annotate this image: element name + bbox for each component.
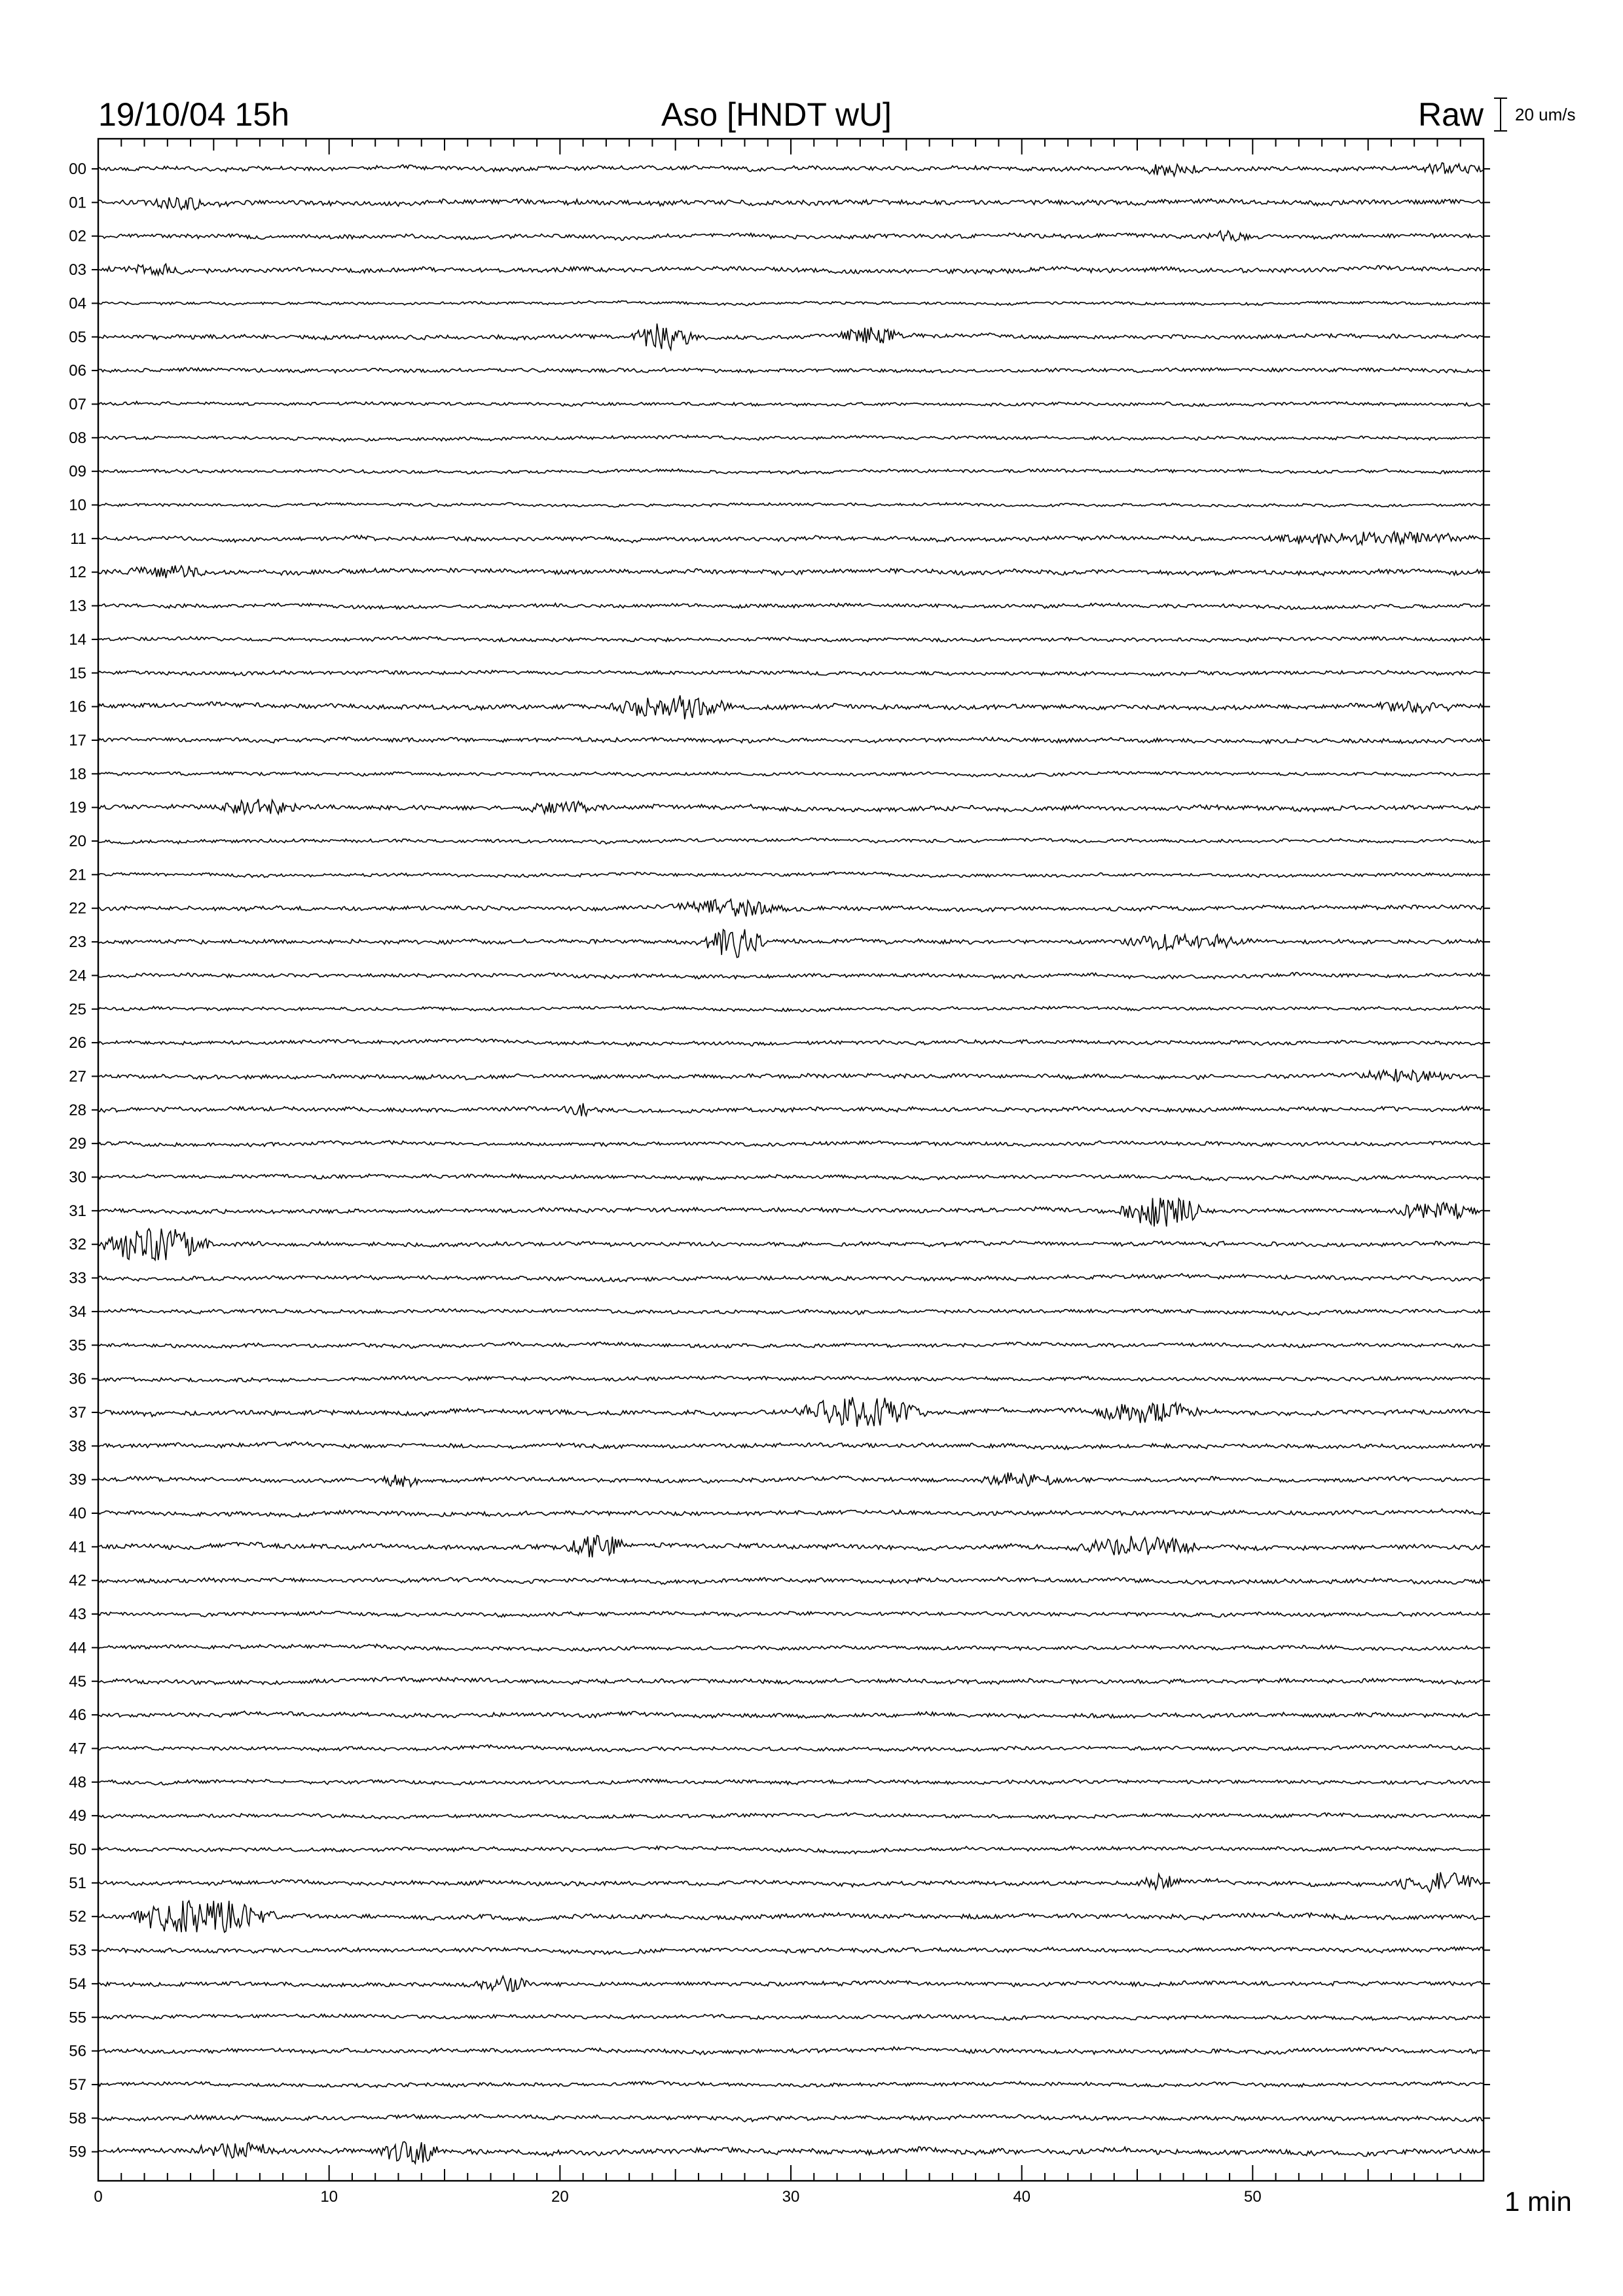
trace-row — [69, 2043, 1490, 2060]
seismic-trace — [98, 264, 1484, 275]
seismic-trace — [98, 163, 1484, 176]
row-label: 54 — [69, 1975, 86, 1993]
seismic-trace — [98, 323, 1484, 350]
trace-row — [69, 1706, 1490, 1724]
seismic-trace — [98, 696, 1484, 720]
seismic-trace — [98, 1535, 1484, 1558]
row-label: 32 — [69, 1236, 86, 1254]
seismic-trace — [98, 1779, 1484, 1785]
seismic-trace — [98, 1309, 1484, 1316]
seismic-trace — [98, 1473, 1484, 1487]
x-tick-label: 50 — [1243, 2188, 1262, 2206]
row-label: 13 — [69, 597, 86, 615]
row-label: 27 — [69, 1067, 86, 1086]
row-label: 36 — [69, 1370, 86, 1388]
trace-row — [69, 261, 1490, 279]
seismic-trace — [98, 1947, 1484, 1954]
trace-row — [69, 1535, 1490, 1558]
seismic-trace — [98, 1611, 1484, 1617]
row-label: 19 — [69, 798, 86, 817]
seismic-trace — [98, 899, 1484, 916]
row-label: 37 — [69, 1403, 86, 1422]
seismic-trace — [98, 1976, 1484, 1991]
row-label: 04 — [69, 295, 86, 313]
trace-row — [69, 696, 1490, 720]
trace-row — [69, 1135, 1490, 1153]
trace-row — [69, 866, 1490, 884]
seismic-trace — [98, 1069, 1484, 1082]
station-title: Aso [HNDT wU] — [661, 96, 892, 133]
seismic-trace — [98, 1711, 1484, 1718]
datetime-label: 19/10/04 15h — [98, 96, 289, 133]
trace-row — [69, 899, 1490, 918]
row-label: 43 — [69, 1605, 86, 1624]
trace-row — [69, 1673, 1490, 1691]
row-label: 05 — [69, 328, 86, 346]
row-label: 44 — [69, 1639, 86, 1657]
row-label: 39 — [69, 1471, 86, 1489]
seismic-trace — [98, 565, 1484, 578]
seismic-trace — [98, 1442, 1484, 1450]
seismic-trace — [98, 2014, 1484, 2020]
row-label: 09 — [69, 463, 86, 481]
seismic-trace — [98, 1577, 1484, 1585]
seismic-trace — [98, 838, 1484, 844]
seismic-trace — [98, 1901, 1484, 1932]
minute-ticks — [98, 139, 1484, 2181]
seismic-trace — [98, 1397, 1484, 1427]
trace-row — [69, 429, 1490, 447]
trace-row — [69, 1942, 1490, 1960]
plot-frame — [98, 139, 1484, 2181]
trace-row — [69, 833, 1490, 850]
row-label: 31 — [69, 1202, 86, 1220]
x-tick-label: 40 — [1013, 2188, 1031, 2206]
trace-row — [69, 732, 1490, 749]
trace-row — [70, 530, 1490, 548]
row-label: 03 — [69, 261, 86, 279]
row-label: 56 — [69, 2042, 86, 2060]
trace-row — [69, 929, 1490, 958]
trace-row — [69, 598, 1490, 615]
row-label: 34 — [69, 1302, 86, 1321]
trace-rows — [69, 160, 1490, 2164]
trace-row — [69, 799, 1490, 817]
trace-row — [69, 323, 1490, 350]
seismic-trace — [98, 1039, 1484, 1046]
row-label: 23 — [69, 933, 86, 952]
trace-row — [69, 1774, 1490, 1791]
seismic-trace — [98, 1677, 1484, 1684]
row-label: 21 — [69, 866, 86, 884]
trace-row — [69, 228, 1490, 245]
row-label: 51 — [69, 1874, 86, 1892]
seismic-trace — [98, 1509, 1484, 1516]
trace-row — [69, 1605, 1490, 1623]
seismic-trace — [98, 603, 1484, 609]
trace-row — [69, 1639, 1490, 1657]
seismic-trace — [98, 1274, 1484, 1282]
row-label: 01 — [69, 194, 86, 212]
trace-row — [69, 2142, 1490, 2163]
mode-label: Raw — [1417, 96, 1484, 133]
trace-row — [69, 1102, 1490, 1119]
row-label: 41 — [69, 1538, 86, 1556]
row-label: 11 — [70, 529, 86, 548]
trace-row — [69, 1336, 1490, 1354]
trace-row — [69, 1807, 1490, 1825]
seismic-trace — [98, 1873, 1484, 1892]
seismic-trace — [98, 198, 1484, 210]
row-label: 02 — [69, 227, 86, 245]
row-label: 10 — [69, 496, 86, 514]
seismic-trace — [98, 532, 1484, 545]
seismic-trace — [98, 1103, 1484, 1117]
row-label: 24 — [69, 967, 86, 985]
row-label: 00 — [69, 160, 86, 178]
trace-row — [69, 1572, 1490, 1590]
row-label: 30 — [69, 1168, 86, 1187]
seismic-trace — [98, 872, 1484, 878]
seismic-trace — [98, 772, 1484, 777]
seismic-trace — [98, 1813, 1484, 1819]
trace-row — [69, 1397, 1490, 1427]
x-tick-label: 0 — [94, 2188, 103, 2206]
row-label: 38 — [69, 1437, 86, 1456]
trace-row — [69, 1740, 1490, 1757]
seismic-trace — [98, 1376, 1484, 1382]
row-label: 15 — [69, 664, 86, 683]
trace-row — [69, 1371, 1490, 1388]
row-label: 26 — [69, 1034, 86, 1052]
seismic-trace — [98, 1846, 1484, 1854]
seismic-trace — [98, 670, 1484, 675]
seismic-trace — [98, 2081, 1484, 2088]
trace-row — [69, 1270, 1490, 1287]
seismic-trace — [98, 1006, 1484, 1012]
trace-row — [69, 765, 1490, 783]
trace-row — [69, 1901, 1490, 1932]
row-label: 40 — [69, 1505, 86, 1522]
row-label: 59 — [69, 2143, 86, 2161]
seismic-trace — [98, 929, 1484, 958]
seismic-trace — [98, 1198, 1484, 1227]
row-label: 49 — [69, 1807, 86, 1825]
x-axis-unit-label: 1 min — [1504, 2186, 1572, 2217]
trace-row — [69, 295, 1490, 312]
trace-row — [69, 1229, 1490, 1260]
trace-row — [69, 1169, 1490, 1187]
row-label: 17 — [69, 731, 86, 749]
row-label: 16 — [69, 698, 86, 716]
seismic-trace — [98, 1644, 1484, 1651]
seismic-trace — [98, 469, 1484, 474]
trace-row — [69, 2076, 1490, 2094]
row-label: 28 — [69, 1101, 86, 1119]
trace-row — [69, 1198, 1490, 1227]
seismic-trace — [98, 231, 1484, 242]
row-label: 08 — [69, 429, 86, 447]
trace-row — [69, 564, 1490, 581]
trace-row — [69, 631, 1490, 649]
row-label: 53 — [69, 1941, 86, 1960]
trace-row — [69, 664, 1490, 682]
x-tick-label: 30 — [782, 2188, 800, 2206]
seismic-trace — [98, 737, 1484, 744]
row-label: 25 — [69, 1000, 86, 1018]
trace-row — [69, 1873, 1490, 1892]
row-label: 48 — [69, 1773, 86, 1791]
trace-row — [69, 2109, 1490, 2127]
row-label: 12 — [69, 564, 86, 582]
trace-row — [69, 967, 1490, 984]
row-label: 07 — [69, 395, 86, 414]
trace-row — [69, 1001, 1490, 1018]
seismic-trace — [98, 2115, 1484, 2122]
seismic-trace — [98, 435, 1484, 441]
trace-row — [69, 1437, 1490, 1455]
seismic-trace — [98, 301, 1484, 306]
seismic-trace — [98, 503, 1484, 507]
seismic-trace — [98, 1342, 1484, 1348]
row-label: 22 — [69, 899, 86, 918]
scale-bar — [1494, 98, 1576, 131]
row-label: 45 — [69, 1672, 86, 1691]
row-label: 55 — [69, 2009, 86, 2027]
seismic-trace — [98, 637, 1484, 642]
seismic-trace — [98, 401, 1484, 406]
trace-row — [69, 1471, 1490, 1489]
row-label: 06 — [69, 362, 86, 380]
trace-row — [69, 1067, 1490, 1085]
seismic-trace — [98, 2047, 1484, 2054]
seismic-trace — [98, 368, 1484, 373]
trace-row — [69, 1975, 1490, 1993]
trace-row — [69, 194, 1490, 211]
row-label: 29 — [69, 1135, 86, 1153]
seismic-trace — [98, 1141, 1484, 1147]
row-label: 46 — [69, 1706, 86, 1725]
trace-row — [69, 1034, 1490, 1052]
row-label: 18 — [69, 765, 86, 783]
trace-row — [69, 160, 1490, 178]
trace-row — [69, 2009, 1490, 2026]
trace-row — [69, 463, 1490, 480]
row-label: 57 — [69, 2075, 86, 2094]
row-label: 47 — [69, 1740, 86, 1758]
row-label: 20 — [69, 833, 86, 850]
trace-row — [69, 362, 1490, 380]
row-label: 50 — [69, 1840, 86, 1859]
trace-row — [69, 1841, 1490, 1859]
row-label: 14 — [69, 630, 86, 649]
seismic-trace — [98, 973, 1484, 979]
x-axis — [94, 2188, 1261, 2206]
x-tick-label: 20 — [551, 2188, 569, 2206]
seismic-trace — [98, 2142, 1484, 2163]
row-label: 52 — [69, 1908, 86, 1926]
trace-row — [69, 497, 1490, 514]
row-label: 35 — [69, 1336, 86, 1355]
seismic-trace — [98, 799, 1484, 814]
seismic-trace — [98, 1174, 1484, 1181]
seismic-trace — [98, 1745, 1484, 1751]
trace-row — [69, 1303, 1490, 1321]
trace-row — [69, 395, 1490, 413]
row-label: 33 — [69, 1269, 86, 1287]
scale-bar-label: 20 um/s — [1515, 105, 1576, 124]
row-label: 58 — [69, 2109, 86, 2128]
x-tick-label: 10 — [320, 2188, 338, 2206]
trace-row — [69, 1505, 1490, 1522]
row-label: 42 — [69, 1571, 86, 1590]
seismic-trace — [98, 1229, 1484, 1260]
